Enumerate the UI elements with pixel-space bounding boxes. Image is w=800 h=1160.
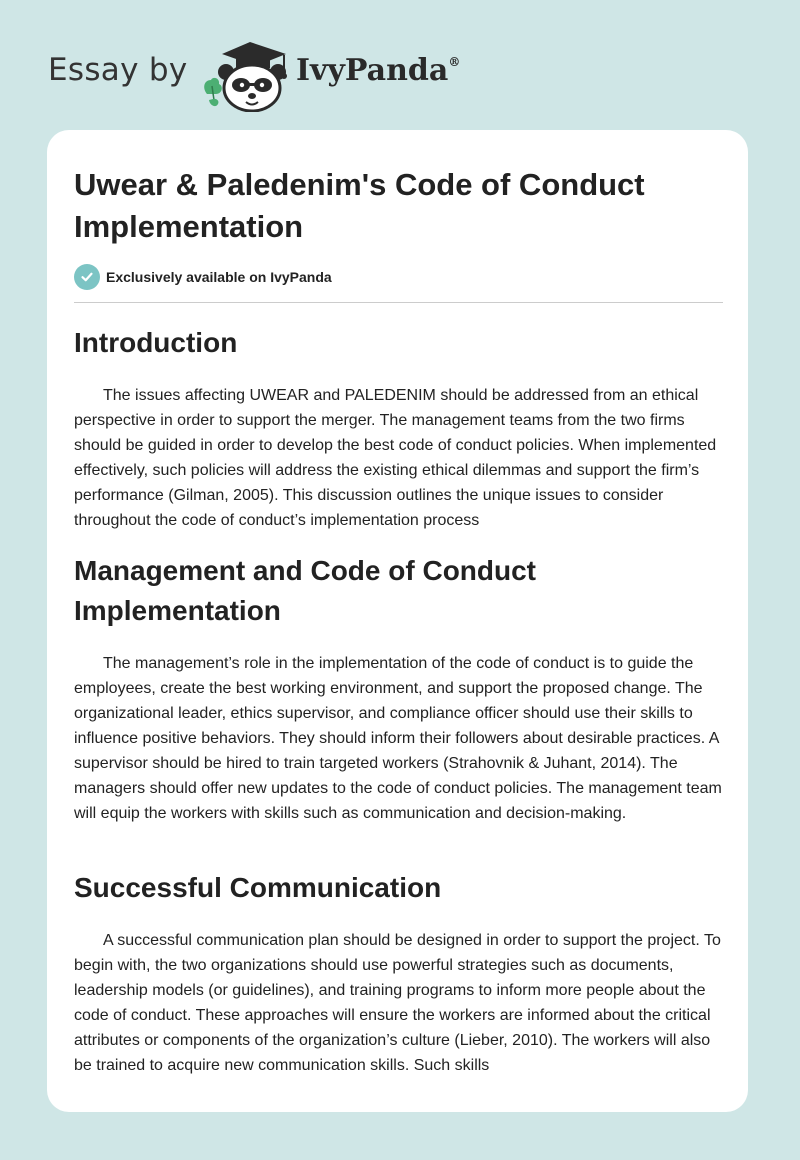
section-paragraph: The management’s role in the implementation of the code of conduct is to guide the employees, create the best working environment, and support the proposed change. The organizational leader, ethics supervisor, and compliance officer should use their skills to influence positive behaviors. They should inform their followers about desirable practices. A supervisor should be hired to train targeted workers (Strahovnik & Juhant, 2014). The managers should offer new updates to the code of conduct policies. The management team will equip the workers with skills such as communication and decision-making.: [74, 655, 722, 822]
ivy-leaf-icon: [204, 78, 222, 106]
section-management: [74, 551, 726, 826]
section-heading: Successful Communication: [74, 872, 442, 903]
brand-label: IvyPanda: [296, 53, 449, 88]
divider: [74, 302, 723, 303]
panda-logo-icon[interactable]: [200, 36, 296, 112]
section-paragraph: A successful communication plan should be designed in order to support the project. To begin with, the two organizations should use powerful strategies such as documents, leadership models (or guidelines), and training programs to inform more people about the code of conduct. These approaches will ensure the workers are informed about the critical attributes or components of the organization’s culture (Lieber, 2010). The workers will also be trained to acquire new communication skills. Such skills: [74, 932, 721, 1074]
section-communication: [74, 868, 726, 1078]
essay-by-label: Essay by: [48, 52, 188, 88]
badge-label: Exclusively available on IvyPanda: [106, 269, 332, 285]
section-heading: Management and Code of Conduct Implementation: [74, 555, 536, 626]
section-paragraph: The issues affecting UWEAR and PALEDENIM should be addressed from an ethical perspective in order to support the merger. The management teams from the two firms should be guided in order to develop the best code of conduct policies. When implemented effectively, such policies will address the existing ethical dilemmas and support the firm’s performance (Gilman, 2005). This discussion outlines the unique issues to consider throughout the code of conduct’s implementation process: [74, 387, 717, 529]
section-introduction: [74, 323, 726, 533]
article-title: Uwear & Paledenim's Code of Conduct Implementation: [74, 167, 645, 244]
section-heading: Introduction: [74, 327, 238, 358]
registered-mark: ®: [448, 55, 461, 69]
brand-name[interactable]: [296, 53, 460, 88]
check-badge-icon: [74, 264, 100, 290]
site-header: [0, 0, 800, 130]
exclusive-badge: [74, 264, 332, 290]
article-card: [47, 130, 748, 1112]
